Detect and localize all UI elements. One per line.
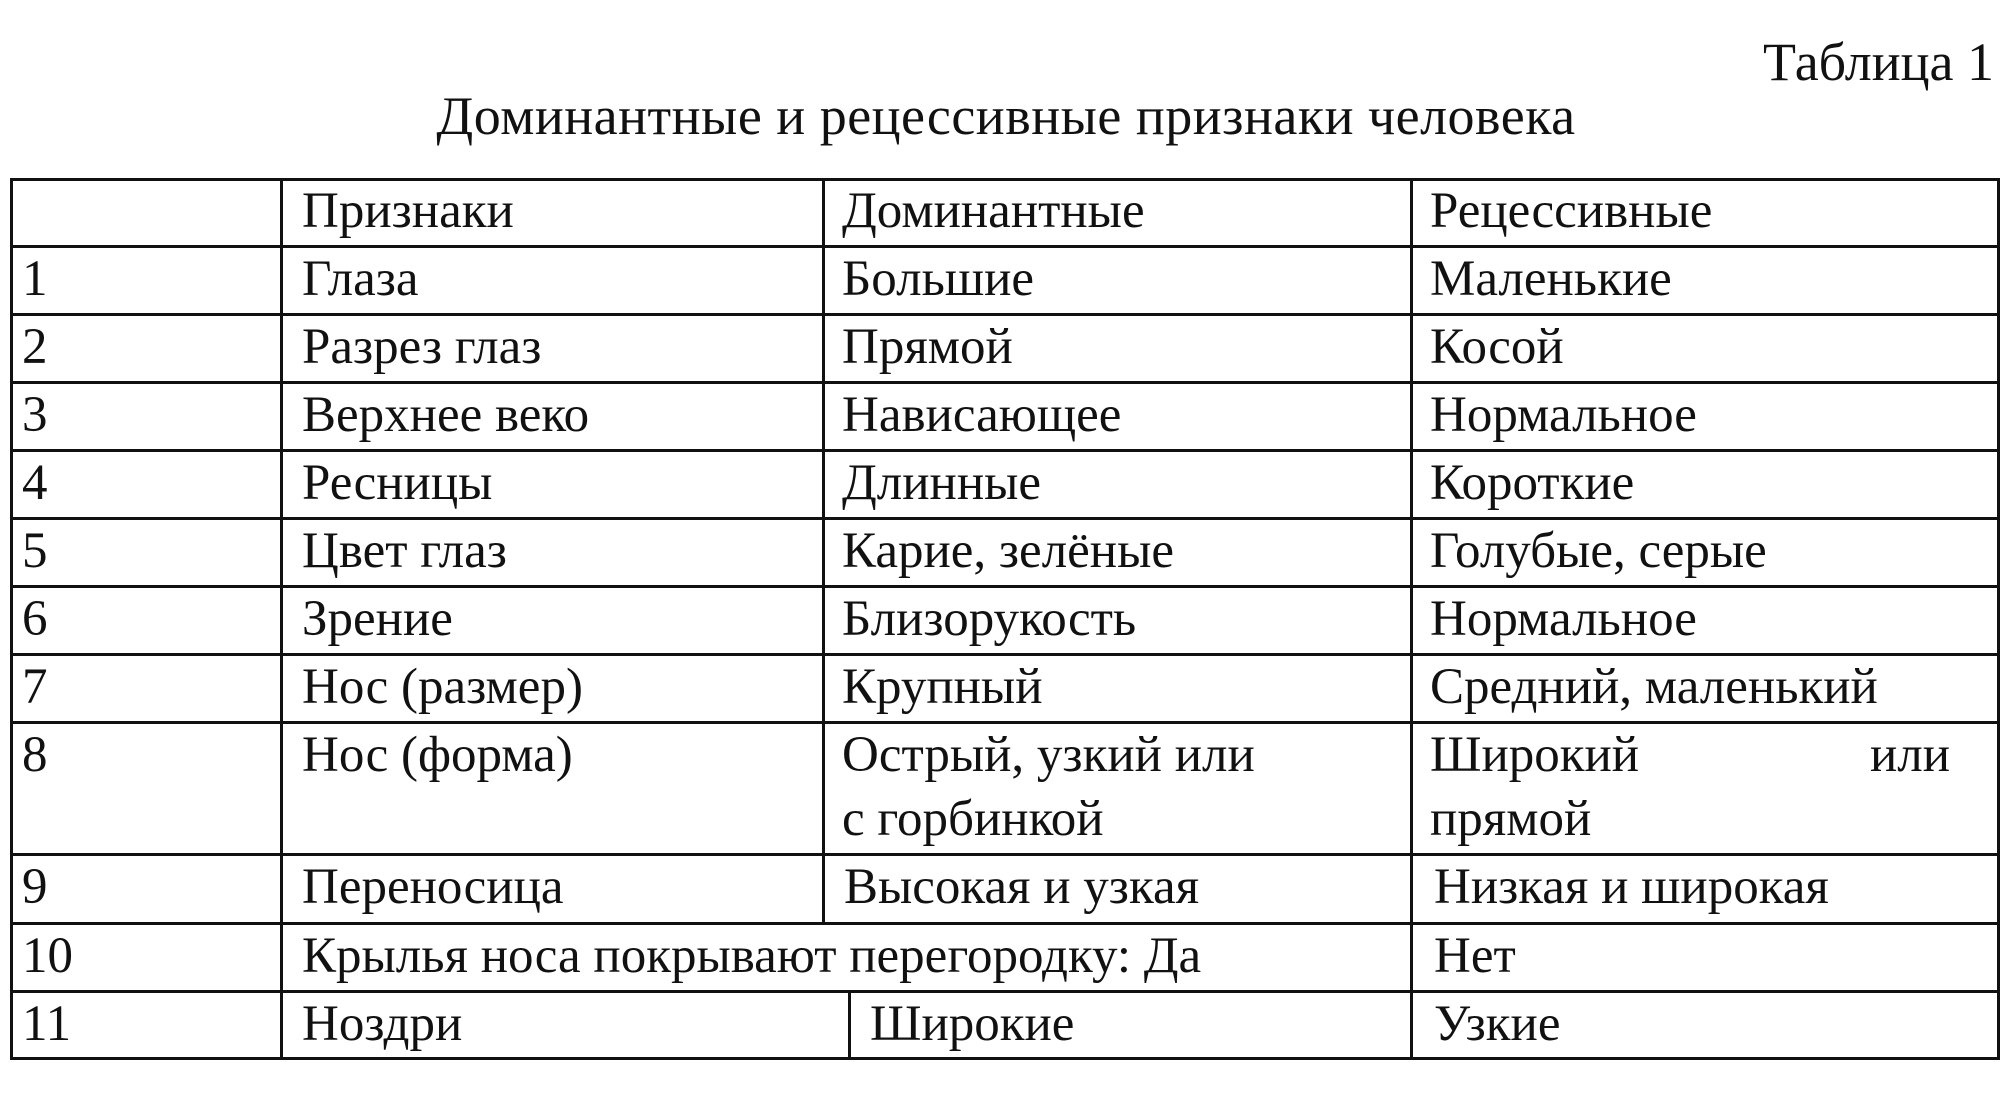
dominant-cell: Близорукость bbox=[842, 591, 1137, 647]
recessive-cell: Маленькие bbox=[1430, 251, 1672, 307]
recessive-cell: Голубые, серые bbox=[1430, 523, 1767, 579]
dominant-cell: Высокая и узкая bbox=[844, 859, 1200, 915]
row-number: 6 bbox=[22, 591, 48, 647]
trait-cell: Ресницы bbox=[302, 455, 493, 511]
traits-table bbox=[10, 178, 2000, 1078]
table-border-bottom bbox=[10, 1057, 2000, 1060]
merged-trait-dominant-cell: Крылья носа покрывают перегородку: Да bbox=[302, 928, 1202, 984]
trait-cell: Нос (размер) bbox=[302, 659, 583, 715]
column-divider bbox=[822, 178, 825, 923]
recessive-word: Широкий bbox=[1430, 727, 1640, 783]
dominant-cell: Нависающее bbox=[842, 387, 1122, 443]
row-number: 3 bbox=[22, 387, 48, 443]
trait-cell: Цвет глаз bbox=[302, 523, 507, 579]
dominant-cell-line-2: с горбинкой bbox=[842, 791, 1104, 847]
dominant-cell: Крупный bbox=[842, 659, 1043, 715]
table-border-left bbox=[10, 178, 13, 1060]
table-border-right bbox=[1997, 178, 2000, 1060]
row-number: 5 bbox=[22, 523, 48, 579]
dominant-cell: Прямой bbox=[842, 319, 1013, 375]
dominant-cell-line-1: Острый, узкий или bbox=[842, 727, 1255, 783]
row-number: 8 bbox=[22, 727, 48, 783]
recessive-cell: Узкие bbox=[1434, 996, 1561, 1052]
header-cell-trait: Признаки bbox=[302, 183, 514, 239]
row-number: 10 bbox=[22, 928, 73, 984]
recessive-cell: Средний, маленький bbox=[1430, 659, 1878, 715]
recessive-cell-line-2: прямой bbox=[1430, 791, 1592, 847]
recessive-cell: Нормальное bbox=[1430, 591, 1697, 647]
row-number: 7 bbox=[22, 659, 48, 715]
dominant-cell: Большие bbox=[842, 251, 1035, 307]
header-cell-dominant: Доминантные bbox=[842, 183, 1145, 239]
dominant-cell: Карие, зелёные bbox=[842, 523, 1174, 579]
recessive-cell: Нормальное bbox=[1430, 387, 1697, 443]
row-number: 2 bbox=[22, 319, 48, 375]
trait-cell: Глаза bbox=[302, 251, 419, 307]
row-number: 9 bbox=[22, 859, 48, 915]
recessive-cell: Короткие bbox=[1430, 455, 1635, 511]
column-divider bbox=[280, 178, 283, 1060]
page-title: Доминантные и рецессивные признаки человека bbox=[436, 86, 1576, 146]
trait-cell: Переносица bbox=[302, 859, 564, 915]
recessive-cell: Нет bbox=[1434, 928, 1516, 984]
trait-cell: Зрение bbox=[302, 591, 453, 647]
dominant-cell: Широкие bbox=[870, 996, 1075, 1052]
trait-cell: Ноздри bbox=[302, 996, 463, 1052]
row-number: 4 bbox=[22, 455, 48, 511]
row-number: 1 bbox=[22, 251, 48, 307]
recessive-cell-line-1 bbox=[1430, 722, 1950, 788]
recessive-cell: Косой bbox=[1430, 319, 1564, 375]
column-divider bbox=[1410, 178, 1413, 1060]
header-cell-recessive: Рецессивные bbox=[1430, 183, 1713, 239]
recessive-word: или bbox=[1869, 727, 1950, 783]
trait-cell: Верхнее веко bbox=[302, 387, 590, 443]
column-divider bbox=[848, 990, 851, 1060]
table-number-label: Таблица 1 bbox=[1763, 32, 1994, 92]
row-number: 11 bbox=[22, 996, 72, 1052]
recessive-cell: Низкая и широкая bbox=[1434, 859, 1829, 915]
dominant-cell: Длинные bbox=[842, 455, 1042, 511]
trait-cell: Разрез глаз bbox=[302, 319, 542, 375]
trait-cell: Нос (форма) bbox=[302, 727, 573, 783]
